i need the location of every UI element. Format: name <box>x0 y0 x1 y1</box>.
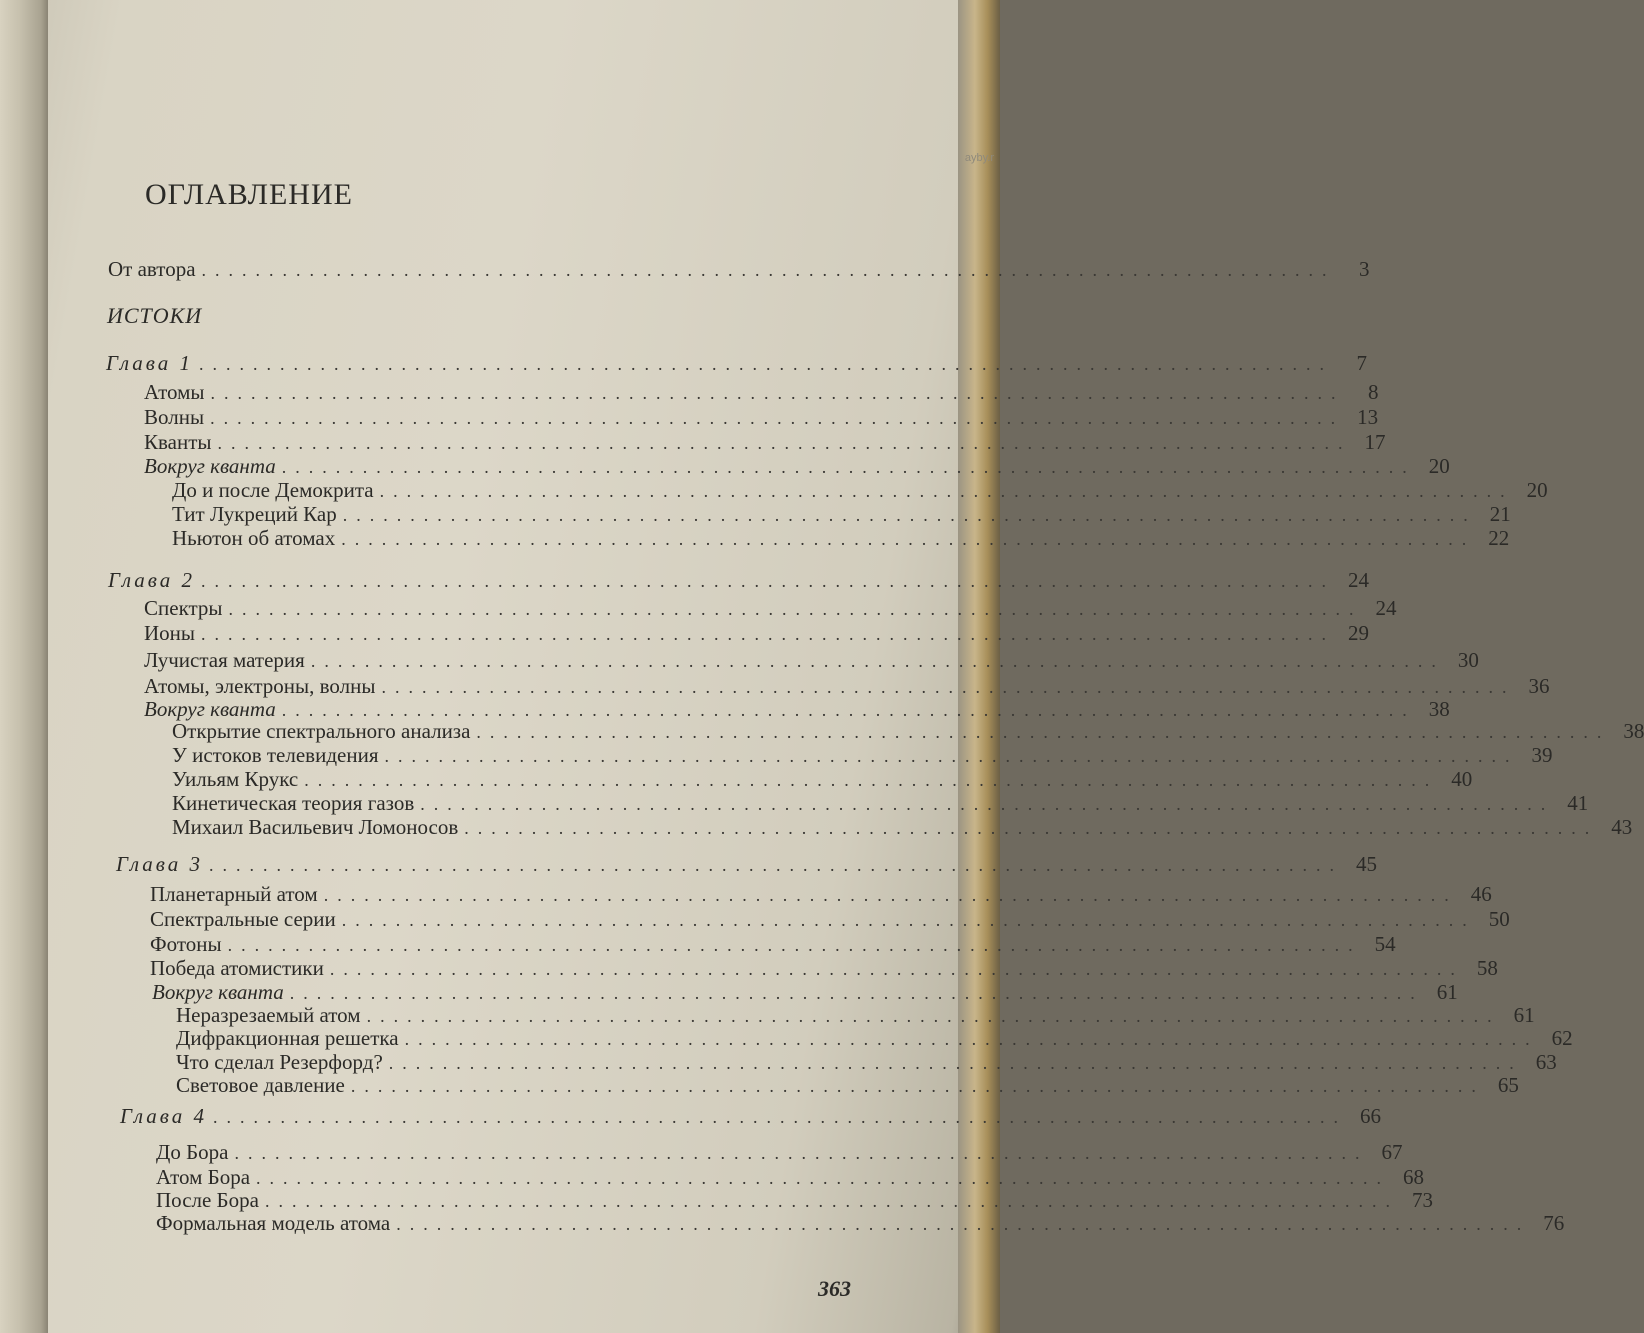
toc-entry-title: Вокруг кванта <box>144 697 276 721</box>
toc-entry-title: До и после Демокрита <box>172 478 374 502</box>
toc-entry <box>156 1165 1425 1190</box>
leader-dots: .................................................................................... <box>464 818 1599 838</box>
toc-entry-page: 29 <box>1348 621 1370 645</box>
toc-entry <box>144 454 1450 479</box>
toc-entry <box>144 621 1370 646</box>
toc-entry <box>156 1211 1565 1236</box>
leader-dots: .................................................................................... <box>201 624 1336 644</box>
toc-entry <box>144 674 1550 699</box>
leader-dots: .................................................................................... <box>323 885 1458 905</box>
toc-entry-page: 24 <box>1375 596 1397 620</box>
toc-entry-page: 61 <box>1436 980 1458 1004</box>
toc-entry <box>144 596 1397 621</box>
toc-entry-title: Волны <box>144 405 205 429</box>
toc-entry <box>120 1104 1381 1129</box>
toc-entry-title: Вокруг кванта <box>152 980 284 1004</box>
toc-entry-page: 73 <box>1411 1188 1433 1212</box>
toc-entry <box>172 526 1510 551</box>
toc-entry <box>176 1050 1557 1075</box>
toc-entry-title: Глава 2 <box>108 568 195 592</box>
toc-entry <box>156 1188 1433 1213</box>
leader-dots: .................................................................................... <box>210 408 1345 428</box>
toc-entry <box>172 743 1553 768</box>
toc-entry-page: 3 <box>1359 257 1370 281</box>
toc-entry-title: Световое давление <box>176 1073 345 1097</box>
toc-entry-page: 68 <box>1403 1165 1425 1189</box>
toc-entry-title: Атом Бора <box>156 1165 251 1189</box>
toc-entry-page: 76 <box>1543 1211 1565 1235</box>
leader-dots: .................................................................................... <box>228 599 1363 619</box>
leader-dots: .................................................................................... <box>227 935 1362 955</box>
leader-dots: .................................................................................... <box>210 383 1345 403</box>
toc-entry-title: Дифракционная решетка <box>176 1026 399 1050</box>
toc-entry-page: 13 <box>1357 405 1379 429</box>
toc-entry-page: 36 <box>1528 674 1550 698</box>
toc-entry <box>156 1140 1403 1165</box>
leader-dots: .................................................................................... <box>396 1214 1531 1234</box>
toc-entry-title: До Бора <box>156 1140 229 1164</box>
toc-entry-page: 63 <box>1535 1050 1557 1074</box>
toc-entry-title: Планетарный атом <box>150 882 318 906</box>
leader-dots: .................................................................................... <box>476 722 1611 742</box>
toc-entry <box>176 1003 1535 1028</box>
toc-entry-page: 20 <box>1526 478 1548 502</box>
section-title: ИСТОКИ <box>107 303 203 328</box>
toc-entry <box>144 648 1479 673</box>
toc-entry-title: Атомы, электроны, волны <box>144 674 376 698</box>
leader-dots: .................................................................................... <box>404 1029 1539 1049</box>
toc-entry-title: Фотоны <box>150 932 222 956</box>
watermark: ayby.r <box>964 152 994 164</box>
toc-entry-page: 67 <box>1381 1140 1403 1164</box>
toc-entry-page: 39 <box>1531 743 1553 767</box>
toc-entry-page: 50 <box>1488 907 1510 931</box>
toc-entry <box>152 980 1458 1005</box>
toc-entry-title: Кинетическая теория газов <box>172 791 415 815</box>
leader-dots: .................................................................................... <box>384 746 1519 766</box>
leader-dots: .................................................................................... <box>381 677 1516 697</box>
leader-dots: .................................................................................... <box>198 354 1333 374</box>
toc-entry <box>144 430 1386 455</box>
toc-entry-title: Победа атомистики <box>150 956 324 980</box>
toc-entry <box>106 351 1367 376</box>
toc-entry-page: 24 <box>1347 568 1369 592</box>
leader-dots: .................................................................................... <box>329 959 1464 979</box>
toc-entry <box>108 257 1370 282</box>
leader-dots: .................................................................................... <box>304 770 1439 790</box>
toc-entry <box>144 405 1379 430</box>
toc-entry-title: У истоков телевидения <box>172 743 379 767</box>
leader-dots: .................................................................................... <box>366 1006 1501 1026</box>
leader-dots: .................................................................................... <box>208 855 1343 875</box>
toc-entry-title: Неразрезаемый атом <box>176 1003 361 1027</box>
toc-entry-title: Лучистая материя <box>144 648 305 672</box>
toc-entry-page: 54 <box>1374 932 1396 956</box>
toc-entry-page: 30 <box>1457 648 1479 672</box>
leader-dots: .................................................................................... <box>420 794 1555 814</box>
toc-entry-page: 20 <box>1428 454 1450 478</box>
leader-dots: .................................................................................... <box>310 651 1445 671</box>
leader-dots: .................................................................................... <box>264 1191 1399 1211</box>
leader-dots: .................................................................................... <box>281 700 1416 720</box>
leader-dots: .................................................................................... <box>289 983 1424 1003</box>
toc-entry-title: Спектральные серии <box>150 907 336 931</box>
toc-entry-page: 38 <box>1623 719 1644 743</box>
toc-entry <box>172 719 1644 744</box>
leader-dots: .................................................................................... <box>217 433 1352 453</box>
toc-entry-page: 66 <box>1359 1104 1381 1128</box>
toc-entry-title: Атомы <box>144 380 205 404</box>
toc-entry-title: Вокруг кванта <box>144 454 276 478</box>
leader-dots: .................................................................................... <box>379 481 1514 501</box>
leader-dots: .................................................................................... <box>201 260 1336 280</box>
toc-entry-page: 45 <box>1355 852 1377 876</box>
leader-dots: .................................................................................... <box>388 1053 1523 1073</box>
toc-entry <box>150 956 1498 981</box>
toc-entry <box>172 502 1511 527</box>
toc-entry-title: От автора <box>108 257 196 281</box>
toc-entry-page: 43 <box>1611 815 1633 839</box>
toc-entry <box>116 852 1377 877</box>
toc-entry-page: 41 <box>1567 791 1589 815</box>
toc-entry-page: 40 <box>1451 767 1473 791</box>
toc-entry-page: 46 <box>1470 882 1492 906</box>
leader-dots: .................................................................................... <box>234 1143 1369 1163</box>
leader-dots: .................................................................................... <box>256 1168 1391 1188</box>
toc-entry <box>176 1073 1519 1098</box>
toc-entry-page: 8 <box>1368 380 1379 404</box>
leader-dots: .................................................................................... <box>212 1107 1347 1127</box>
toc-entry-title: После Бора <box>156 1188 259 1212</box>
toc-entry-page: 17 <box>1364 430 1386 454</box>
toc-entry-title: Кванты <box>144 430 212 454</box>
toc-entry <box>150 932 1396 957</box>
toc-entry <box>172 791 1589 816</box>
toc-entry <box>150 882 1492 907</box>
toc-entry-title: Ньютон об атомах <box>172 526 336 550</box>
toc-entry-title: Что сделал Резерфорд? <box>176 1050 383 1074</box>
toc-entry-page: 21 <box>1489 502 1511 526</box>
toc-entry <box>150 907 1510 932</box>
leader-dots: .................................................................................... <box>341 529 1476 549</box>
page-title: ОГЛАВЛЕНИЕ <box>145 178 353 211</box>
toc-entry-title: Открытие спектрального анализа <box>172 719 471 743</box>
toc-entry <box>172 815 1633 840</box>
toc-entry-title: Формальная модель атома <box>156 1211 391 1235</box>
leader-dots: .................................................................................... <box>342 505 1477 525</box>
toc-entry <box>172 478 1548 503</box>
page-number: 363 <box>818 1276 851 1301</box>
toc-entry-page: 38 <box>1428 697 1450 721</box>
toc-entry <box>176 1026 1573 1051</box>
toc-entry-title: Ионы <box>144 621 196 645</box>
toc-entry-page: 61 <box>1513 1003 1535 1027</box>
toc-entry-title: Спектры <box>144 596 223 620</box>
toc-entry-title: Глава 3 <box>116 852 203 876</box>
toc-entry <box>172 767 1473 792</box>
toc-entry-title: Тит Лукреций Кар <box>172 502 337 526</box>
toc-entry <box>108 568 1369 593</box>
leader-dots: .................................................................................... <box>350 1076 1485 1096</box>
toc-entry-title: Глава 4 <box>120 1104 207 1128</box>
toc-entry-page: 65 <box>1497 1073 1519 1097</box>
toc-entry-title: Уильям Крукс <box>172 767 299 791</box>
toc-entry <box>144 380 1379 405</box>
toc-entry-page: 22 <box>1488 526 1510 550</box>
leader-dots: .................................................................................... <box>341 910 1476 930</box>
toc-entry-page: 62 <box>1551 1026 1573 1050</box>
leader-dots: .................................................................................... <box>281 457 1416 477</box>
toc-entry-page: 58 <box>1476 956 1498 980</box>
leader-dots: .................................................................................... <box>200 571 1335 591</box>
toc-entry-title: Глава 1 <box>106 351 193 375</box>
toc-entry-page: 7 <box>1356 351 1367 375</box>
toc-entry-title: Михаил Васильевич Ломоносов <box>172 815 459 839</box>
